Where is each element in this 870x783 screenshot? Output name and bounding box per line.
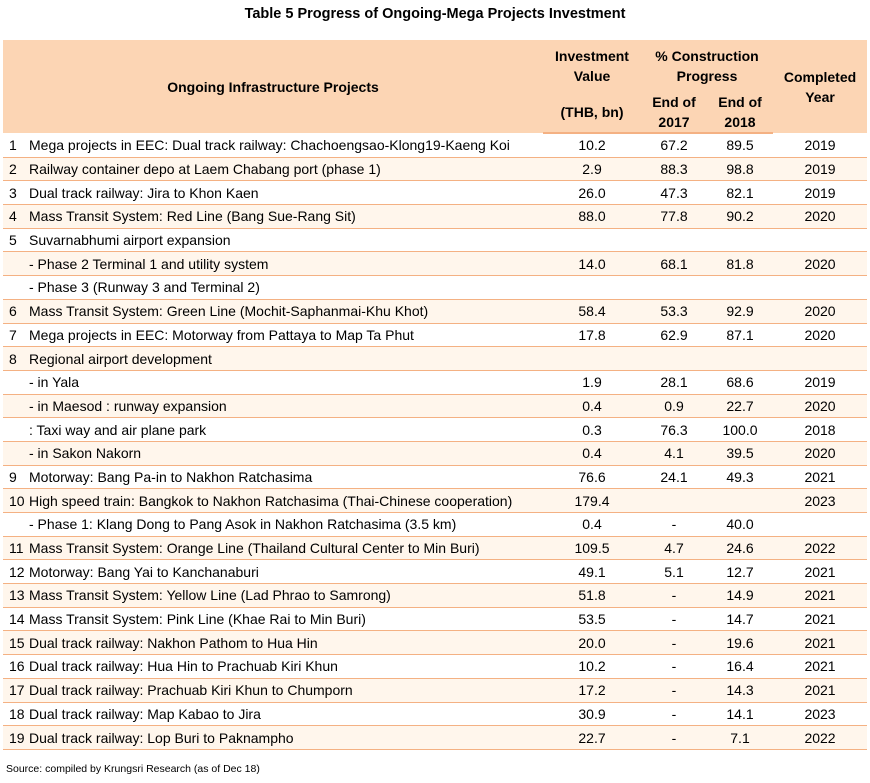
row-number — [3, 276, 29, 300]
table-row — [3, 631, 867, 655]
table-row — [3, 489, 867, 513]
progress-2018: 82.1 — [707, 181, 773, 205]
investment-value: 51.8 — [543, 584, 641, 608]
investment-value: 17.2 — [543, 678, 641, 702]
investment-value: 20.0 — [543, 631, 641, 655]
progress-2018: 92.9 — [707, 299, 773, 323]
progress-2017: 62.9 — [641, 323, 707, 347]
header-investment-line1: Investment — [555, 48, 629, 64]
project-name: Mega projects in EEC: Motorway from Pattaya to Map Ta Phut — [29, 323, 543, 347]
progress-2018: 81.8 — [707, 252, 773, 276]
table-row — [3, 584, 867, 608]
progress-2017: 0.9 — [641, 394, 707, 418]
investment-value: 22.7 — [543, 726, 641, 750]
table-row — [3, 441, 867, 465]
table-row — [3, 205, 867, 229]
investment-value: 0.3 — [543, 418, 641, 442]
progress-2018: 39.5 — [707, 441, 773, 465]
header-investment-unit: (THB, bn) — [543, 92, 641, 133]
project-name: : Taxi way and air plane park — [29, 418, 543, 442]
progress-2018: 90.2 — [707, 205, 773, 229]
completed-year: 2021 — [773, 678, 867, 702]
progress-2017: - — [641, 655, 707, 679]
table-row — [3, 678, 867, 702]
investment-value: 53.5 — [543, 607, 641, 631]
progress-2017: - — [641, 702, 707, 726]
investment-value — [543, 347, 641, 371]
header-investment — [543, 40, 641, 92]
progress-2017: - — [641, 607, 707, 631]
header-investment-line2: Value — [573, 68, 611, 84]
table-row — [3, 347, 867, 371]
table-row — [3, 133, 867, 157]
completed-year: 2021 — [773, 560, 867, 584]
row-number: 3 — [3, 181, 29, 205]
investment-value: 1.9 — [543, 370, 641, 394]
progress-2018 — [707, 276, 773, 300]
investment-value: 17.8 — [543, 323, 641, 347]
progress-2017: 53.3 — [641, 299, 707, 323]
header-end-2018 — [707, 92, 773, 133]
progress-2017: 4.7 — [641, 536, 707, 560]
investment-value: 109.5 — [543, 536, 641, 560]
table-row — [3, 726, 867, 750]
progress-2018: 22.7 — [707, 394, 773, 418]
project-name: Dual track railway: Nakhon Pathom to Hua Hin — [29, 631, 543, 655]
progress-2017: - — [641, 726, 707, 750]
table-row — [3, 702, 867, 726]
project-name: Regional airport development — [29, 347, 543, 371]
completed-year: 2021 — [773, 584, 867, 608]
progress-2017 — [641, 347, 707, 371]
header-end-2017-line2: 2017 — [658, 114, 690, 130]
header-completed-line1: Completed — [783, 68, 857, 85]
project-name: - in Sakon Nakorn — [29, 441, 543, 465]
table-row — [3, 560, 867, 584]
completed-year: 2021 — [773, 607, 867, 631]
completed-year: 2021 — [773, 465, 867, 489]
progress-2017: 76.3 — [641, 418, 707, 442]
progress-2018: 16.4 — [707, 655, 773, 679]
project-name: - in Maesod : runway expansion — [29, 394, 543, 418]
progress-2018: 24.6 — [707, 536, 773, 560]
table-row — [3, 323, 867, 347]
table-row — [3, 465, 867, 489]
completed-year: 2022 — [773, 726, 867, 750]
completed-year: 2020 — [773, 252, 867, 276]
investment-value: 58.4 — [543, 299, 641, 323]
row-number: 1 — [3, 133, 29, 157]
project-name: Mass Transit System: Red Line (Bang Sue-Rang Sit) — [29, 205, 543, 229]
row-number: 9 — [3, 465, 29, 489]
investment-value: 14.0 — [543, 252, 641, 276]
progress-2017: - — [641, 631, 707, 655]
completed-year: 2019 — [773, 157, 867, 181]
header-project: Ongoing Infrastructure Projects — [3, 40, 543, 133]
table-body — [3, 133, 867, 749]
row-number: 14 — [3, 607, 29, 631]
progress-2018 — [707, 347, 773, 371]
progress-2017: 24.1 — [641, 465, 707, 489]
completed-year: 2020 — [773, 205, 867, 229]
completed-year — [773, 228, 867, 252]
progress-2017: 47.3 — [641, 181, 707, 205]
header-construction — [641, 40, 773, 92]
progress-2018: 100.0 — [707, 418, 773, 442]
row-number: 17 — [3, 678, 29, 702]
table-title: Table 5 Progress of Ongoing-Mega Projects Investment — [244, 6, 626, 22]
progress-2017 — [641, 489, 707, 513]
table-row — [3, 394, 867, 418]
row-number: 16 — [3, 655, 29, 679]
project-name: High speed train: Bangkok to Nakhon Ratchasima (Thai-Chinese cooperation) — [29, 489, 543, 513]
investment-value: 179.4 — [543, 489, 641, 513]
progress-2018: 89.5 — [707, 133, 773, 157]
project-name: Mega projects in EEC: Dual track railway: Chachoengsao-Klong19-Kaeng Koi — [29, 133, 543, 157]
progress-2018: 12.7 — [707, 560, 773, 584]
header-construction-line1: % Construction — [655, 48, 759, 64]
completed-year: 2020 — [773, 299, 867, 323]
source-note: Source: compiled by Krungsri Research (as of Dec 18) — [6, 763, 260, 775]
completed-year: 2020 — [773, 323, 867, 347]
completed-year: 2019 — [773, 133, 867, 157]
row-number — [3, 370, 29, 394]
investment-value: 88.0 — [543, 205, 641, 229]
row-number: 18 — [3, 702, 29, 726]
investment-value: 10.2 — [543, 655, 641, 679]
row-number: 12 — [3, 560, 29, 584]
investment-value: 30.9 — [543, 702, 641, 726]
progress-2017: - — [641, 513, 707, 537]
progress-2018: 68.6 — [707, 370, 773, 394]
investment-value: 2.9 — [543, 157, 641, 181]
completed-year: 2020 — [773, 441, 867, 465]
row-number: 4 — [3, 205, 29, 229]
project-name: - Phase 3 (Runway 3 and Terminal 2) — [29, 276, 543, 300]
project-name: - in Yala — [29, 370, 543, 394]
row-number — [3, 418, 29, 442]
table-row — [3, 655, 867, 679]
progress-2017: 28.1 — [641, 370, 707, 394]
project-name: - Phase 2 Terminal 1 and utility system — [29, 252, 543, 276]
row-number — [3, 513, 29, 537]
progress-2018: 49.3 — [707, 465, 773, 489]
table-row — [3, 418, 867, 442]
progress-2017: - — [641, 678, 707, 702]
completed-year: 2020 — [773, 394, 867, 418]
project-name: Dual track railway: Hua Hin to Prachuab Kiri Khun — [29, 655, 543, 679]
completed-year: 2018 — [773, 418, 867, 442]
project-name: Motorway: Bang Pa-in to Nakhon Ratchasima — [29, 465, 543, 489]
progress-2017: 67.2 — [641, 133, 707, 157]
progress-2018 — [707, 489, 773, 513]
investment-value — [543, 276, 641, 300]
header-end-2018-line2: 2018 — [724, 114, 756, 130]
header-end-2017-line1: End of — [652, 94, 696, 110]
progress-2017: 77.8 — [641, 205, 707, 229]
project-name: Motorway: Bang Yai to Kanchanaburi — [29, 560, 543, 584]
investment-value: 0.4 — [543, 394, 641, 418]
table-row — [3, 370, 867, 394]
completed-year: 2021 — [773, 631, 867, 655]
table-row — [3, 157, 867, 181]
completed-year — [773, 347, 867, 371]
progress-2017: 4.1 — [641, 441, 707, 465]
progress-2017 — [641, 276, 707, 300]
project-name: Mass Transit System: Orange Line (Thailand Cultural Center to Min Buri) — [29, 536, 543, 560]
progress-2018 — [707, 228, 773, 252]
investment-value: 0.4 — [543, 513, 641, 537]
header-end-2018-line1: End of — [718, 94, 762, 110]
row-number — [3, 394, 29, 418]
completed-year: 2019 — [773, 181, 867, 205]
table-row — [3, 536, 867, 560]
row-number: 5 — [3, 228, 29, 252]
completed-year: 2023 — [773, 702, 867, 726]
project-name: Mass Transit System: Green Line (Mochit-Saphanmai-Khu Khot) — [29, 299, 543, 323]
investment-value — [543, 228, 641, 252]
progress-2018: 87.1 — [707, 323, 773, 347]
project-name: Mass Transit System: Pink Line (Khae Rai to Min Buri) — [29, 607, 543, 631]
progress-2017: - — [641, 584, 707, 608]
project-name: Mass Transit System: Yellow Line (Lad Phrao to Samrong) — [29, 584, 543, 608]
row-number: 2 — [3, 157, 29, 181]
investment-value: 76.6 — [543, 465, 641, 489]
progress-2017 — [641, 228, 707, 252]
project-name: Suvarnabhumi airport expansion — [29, 228, 543, 252]
completed-year: 2021 — [773, 655, 867, 679]
completed-year: 2019 — [773, 370, 867, 394]
investment-value: 26.0 — [543, 181, 641, 205]
progress-2018: 14.7 — [707, 607, 773, 631]
row-number: 7 — [3, 323, 29, 347]
completed-year — [773, 513, 867, 537]
table-row — [3, 513, 867, 537]
table-row — [3, 252, 867, 276]
row-number: 11 — [3, 536, 29, 560]
project-name: Dual track railway: Jira to Khon Kaen — [29, 181, 543, 205]
row-number: 6 — [3, 299, 29, 323]
row-number: 8 — [3, 347, 29, 371]
completed-year — [773, 276, 867, 300]
progress-2018: 40.0 — [707, 513, 773, 537]
progress-2018: 7.1 — [707, 726, 773, 750]
header-completed-line2: Year — [805, 88, 835, 105]
progress-2017: 68.1 — [641, 252, 707, 276]
project-name: Dual track railway: Prachuab Kiri Khun to Chumporn — [29, 678, 543, 702]
header-completed — [773, 40, 867, 133]
row-number — [3, 441, 29, 465]
row-number — [3, 252, 29, 276]
table-row — [3, 228, 867, 252]
projects-table — [3, 40, 867, 750]
progress-2018: 98.8 — [707, 157, 773, 181]
project-name: Dual track railway: Lop Buri to Paknampho — [29, 726, 543, 750]
header-end-2017 — [641, 92, 707, 133]
investment-value: 10.2 — [543, 133, 641, 157]
completed-year: 2022 — [773, 536, 867, 560]
row-number: 13 — [3, 584, 29, 608]
progress-2018: 14.1 — [707, 702, 773, 726]
table-row — [3, 181, 867, 205]
investment-value: 49.1 — [543, 560, 641, 584]
table-row — [3, 299, 867, 323]
table-row — [3, 276, 867, 300]
header-construction-line2: Progress — [676, 68, 738, 84]
project-name: Railway container depo at Laem Chabang port (phase 1) — [29, 157, 543, 181]
progress-2018: 14.3 — [707, 678, 773, 702]
progress-2017: 5.1 — [641, 560, 707, 584]
progress-2018: 14.9 — [707, 584, 773, 608]
table-row — [3, 607, 867, 631]
project-name: Dual track railway: Map Kabao to Jira — [29, 702, 543, 726]
completed-year: 2023 — [773, 489, 867, 513]
progress-2018: 19.6 — [707, 631, 773, 655]
investment-value: 0.4 — [543, 441, 641, 465]
row-number: 10 — [3, 489, 29, 513]
project-name: - Phase 1: Klang Dong to Pang Asok in Nakhon Ratchasima (3.5 km) — [29, 513, 543, 537]
row-number: 19 — [3, 726, 29, 750]
row-number: 15 — [3, 631, 29, 655]
progress-2017: 88.3 — [641, 157, 707, 181]
